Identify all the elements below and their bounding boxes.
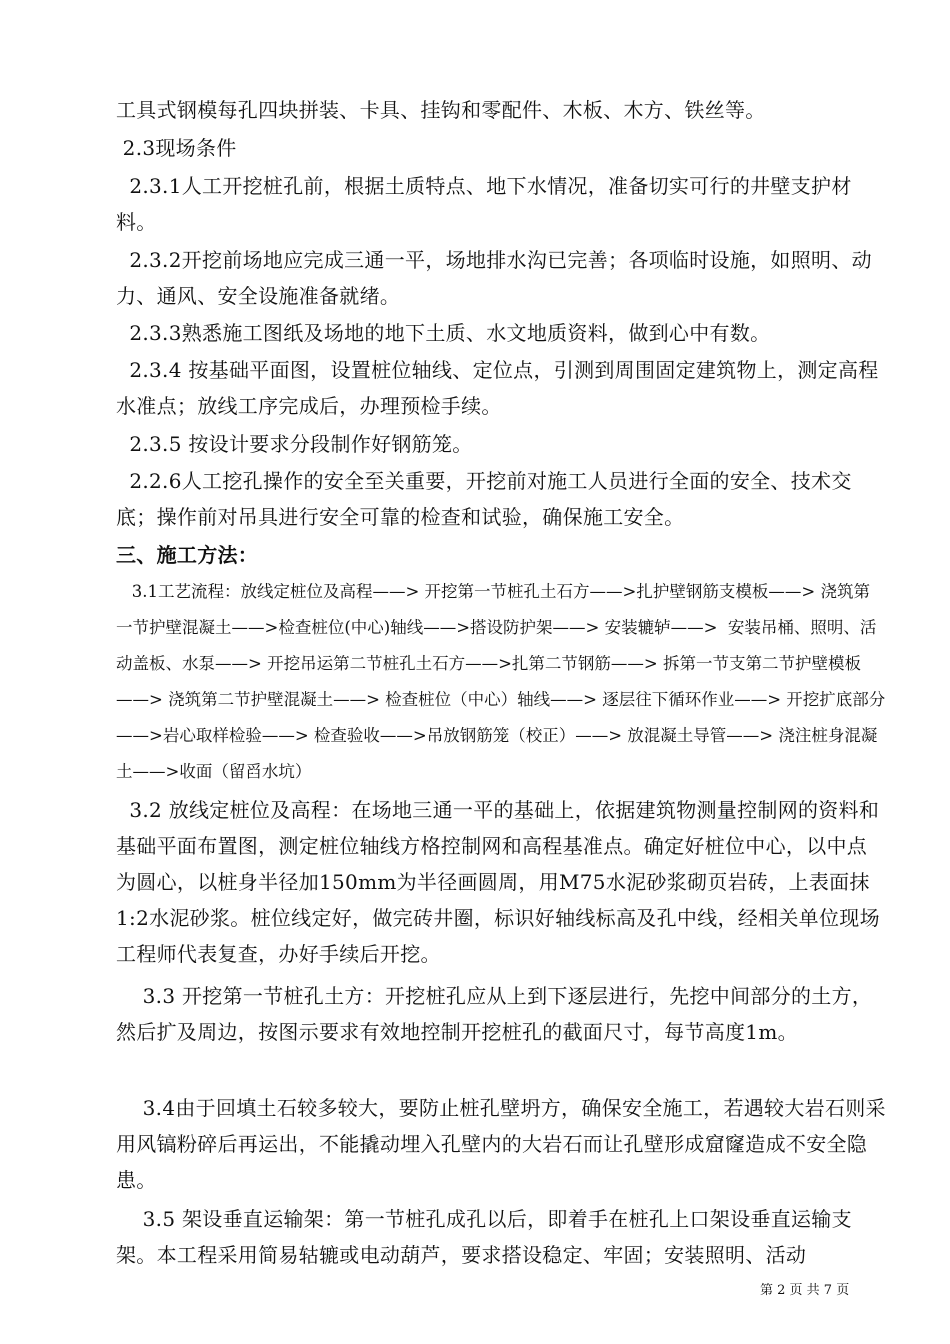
paragraph-3-1-process-flow: 3.1工艺流程：放线定桩位及高程——> 开挖第一节桩孔土石方——>扎护壁钢筋支模板——> 浇筑第一节护壁混凝土——>检查桩位(中心)轴线——>搭设防护架——> 安装辘轳——> 安装吊桶、照明、活动盖板、水泵——> 开挖吊运第二节桩孔土石方——>扎第二节钢筋——> 拆第一节支第二节护壁模板——> 浇筑第二节护壁混凝土——> 检查桩位（中心）轴线——> 逐层往下循环作业——> 开挖扩底部分——>岩心取样检验——> 检查验收——>吊放钢筋笼（校正）——> 放混凝土导管——> 浇注桩身混凝土——>收面（留舀水坑）: [116, 582, 886, 781]
paragraph-3-4: 3.4由于回填土石较多较大，要防止桩孔壁坍方，确保安全施工，若遇较大岩石则采用风镐粉碎后再运出，不能撬动埋入孔壁内的大岩石而让孔壁形成窟窿造成不安全隐患。: [116, 1096, 886, 1192]
paragraph-3-2: 3.2 放线定桩位及高程：在场地三通一平的基础上，依据建筑物测量控制网的资料和基础平面布置图，测定桩位轴线方格控制网和高程基准点。确定好桩位中心，以中点为圆心，以桩身半径加150mm为半径画圆周，用M75水泥砂浆砌页岩砖，上表面抹1:2水泥砂浆。桩位线定好，做完砖井圈，标识好轴线标高及孔中线，经相关单位现场工程师代表复查，办好手续后开挖。: [116, 798, 880, 966]
paragraph-2-2-6: 2.2.6人工挖孔操作的安全至关重要，开挖前对施工人员进行全面的安全、技术交底；操作前对吊具进行安全可靠的检查和试验，确保施工安全。: [116, 469, 852, 529]
paragraph-2-3-4: 2.3.4 按基础平面图，设置桩位轴线、定位点，引测到周围固定建筑物上，测定高程水准点；放线工序完成后，办理预检手续。: [116, 358, 879, 418]
paragraph-2-3-5: 2.3.5 按设计要求分段制作好钢筋笼。: [116, 432, 473, 456]
paragraph-materials: 工具式钢模每孔四块拼装、卡具、挂钩和零配件、木板、木方、铁丝等。: [116, 98, 766, 122]
page-footer: 第 2 页 共 7 页: [760, 1283, 850, 1298]
heading-2-3: 2.3现场条件: [116, 136, 237, 160]
paragraph-2-3-3: 2.3.3熟悉施工图纸及场地的地下土质、水文地质资料，做到心中有数。: [116, 321, 771, 345]
paragraph-2-3-2: 2.3.2开挖前场地应完成三通一平，场地排水沟已完善；各项临时设施，如照明、动力、通风、安全设施准备就绪。: [116, 248, 872, 308]
paragraph-2-3-1: 2.3.1人工开挖桩孔前，根据土质特点、地下水情况，准备切实可行的井壁支护材料。: [116, 174, 852, 234]
paragraph-3-5: 3.5 架设垂直运输架：第一节桩孔成孔以后，即着手在桩孔上口架设垂直运输支架。本工程采用简易轱辘或电动葫芦，要求搭设稳定、牢固；安装照明、活动: [116, 1207, 852, 1267]
paragraph-3-3: 3.3 开挖第一节桩孔土方：开挖桩孔应从上到下逐层进行，先挖中间部分的土方，然后扩及周边，按图示要求有效地控制开挖桩孔的截面尺寸，每节高度1m。: [116, 984, 873, 1044]
heading-section-3: 三、施工方法：: [116, 543, 259, 567]
